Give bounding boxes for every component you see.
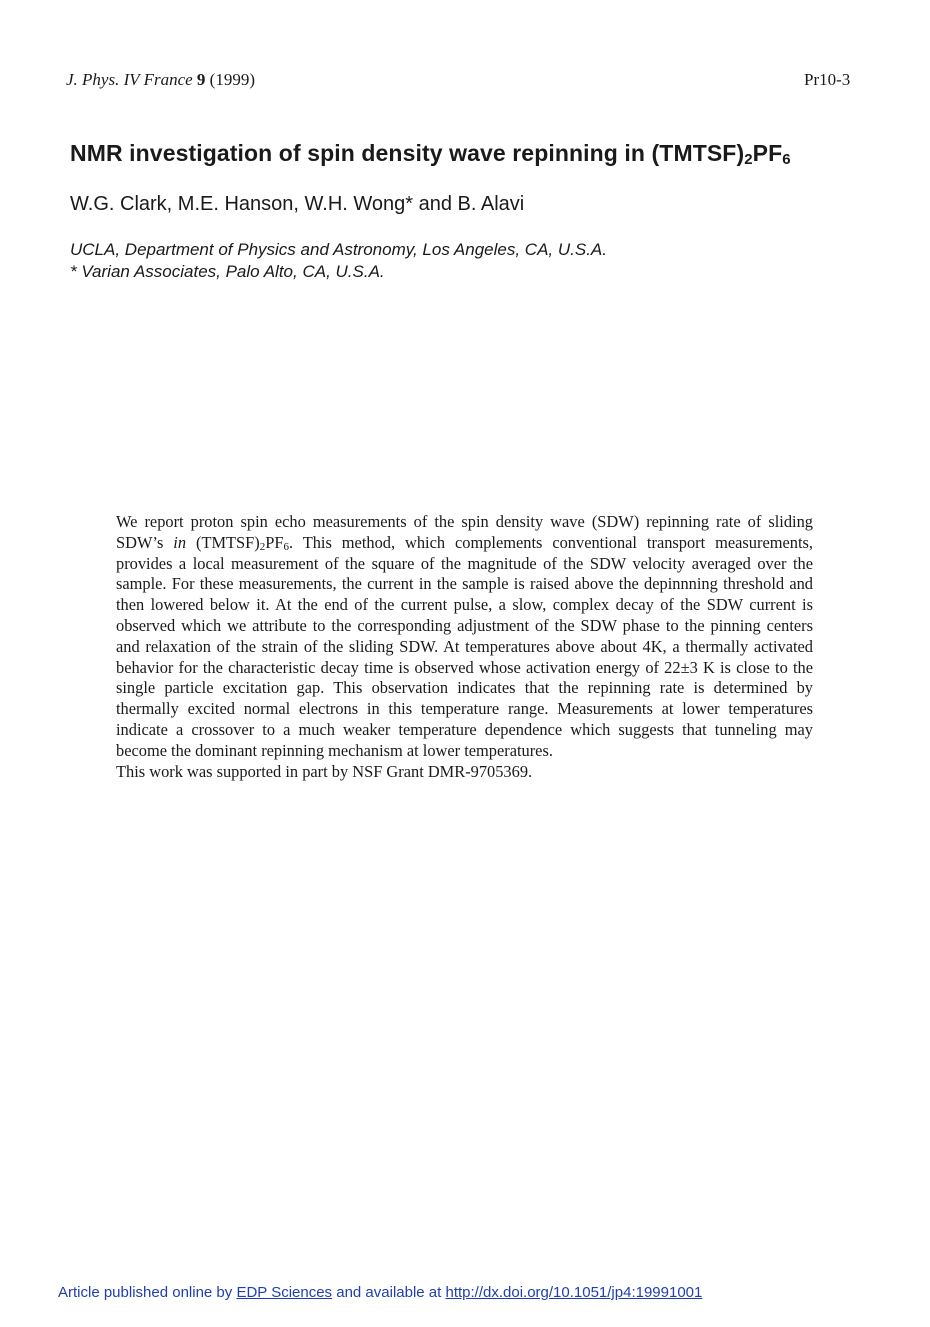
title-main: NMR investigation of spin density wave repinning in (TMTSF) bbox=[70, 140, 745, 166]
footer-prefix: Article published online by bbox=[58, 1284, 237, 1301]
publication-footer bbox=[58, 1284, 702, 1301]
title-tail: PF bbox=[752, 140, 783, 166]
chem-sub-1: 2 bbox=[259, 540, 266, 553]
abstract-text-part2: . This method, which complements conventional transport measurements, provides a local measurement of the square of the magnitude of the SDW velocity averaged over the sample. For these measurements, the current in the sample is raised above the depinnning threshold and then lowered below it. At the end of the current pulse, a slow, complex decay of the SDW current is observed which we attribute to the corresponding adjustment of the SDW phase to the pinning centers and relaxation of the strain of the sliding SDW. At temperatures above about 4K, a thermally activated behavior for the characteristic decay time is observed whose activation energy of 22±3 K is close to the single particle excitation gap. This observation indicates that the repinning rate is determined by thermally excited normal electrons in this temperature range. Measurements at lower temperatures indicate a crossover to a much weaker temperature dependence which suggests that tunneling may become the dominant repinning mechanism at lower temperatures. bbox=[116, 532, 813, 760]
chem-part-b: PF bbox=[265, 532, 284, 552]
chem-sub-2: 6 bbox=[283, 540, 289, 553]
journal-volume: 9 bbox=[196, 70, 206, 89]
paper-title bbox=[70, 140, 791, 167]
journal-year: (1999) bbox=[209, 70, 255, 89]
title-subscript-1: 2 bbox=[744, 151, 753, 168]
author-list: W.G. Clark, M.E. Hanson, W.H. Wong* and B. Alavi bbox=[70, 193, 525, 215]
affiliation-ucla: UCLA, Department of Physics and Astronomy, Los Angeles, CA, U.S.A. bbox=[70, 240, 607, 259]
abstract-paragraph bbox=[116, 512, 813, 762]
page-identifier: Pr10-3 bbox=[804, 70, 851, 89]
abstract-chemical-formula bbox=[186, 533, 289, 552]
abstract-text-part1: We report proton spin echo measurements of the spin density wave (SDW) repinning rate of sliding SDW’s bbox=[116, 512, 813, 552]
doi-link[interactable]: http://dx.doi.org/10.1051/jp4:19991001 bbox=[445, 1284, 703, 1301]
edp-sciences-link[interactable]: EDP Sciences bbox=[236, 1284, 333, 1301]
affiliation-varian: * Varian Associates, Palo Alto, CA, U.S.A. bbox=[70, 262, 385, 281]
abstract-in-word: in bbox=[173, 532, 187, 552]
abstract bbox=[116, 512, 813, 782]
title-subscript-2: 6 bbox=[782, 151, 791, 168]
footer-middle: and available at bbox=[332, 1284, 446, 1301]
journal-name: J. Phys. IV France bbox=[66, 70, 193, 89]
chem-part-a: (TMTSF) bbox=[186, 532, 260, 552]
journal-citation bbox=[66, 70, 255, 90]
funding-acknowledgement: This work was supported in part by NSF Grant DMR-9705369. bbox=[116, 761, 533, 781]
